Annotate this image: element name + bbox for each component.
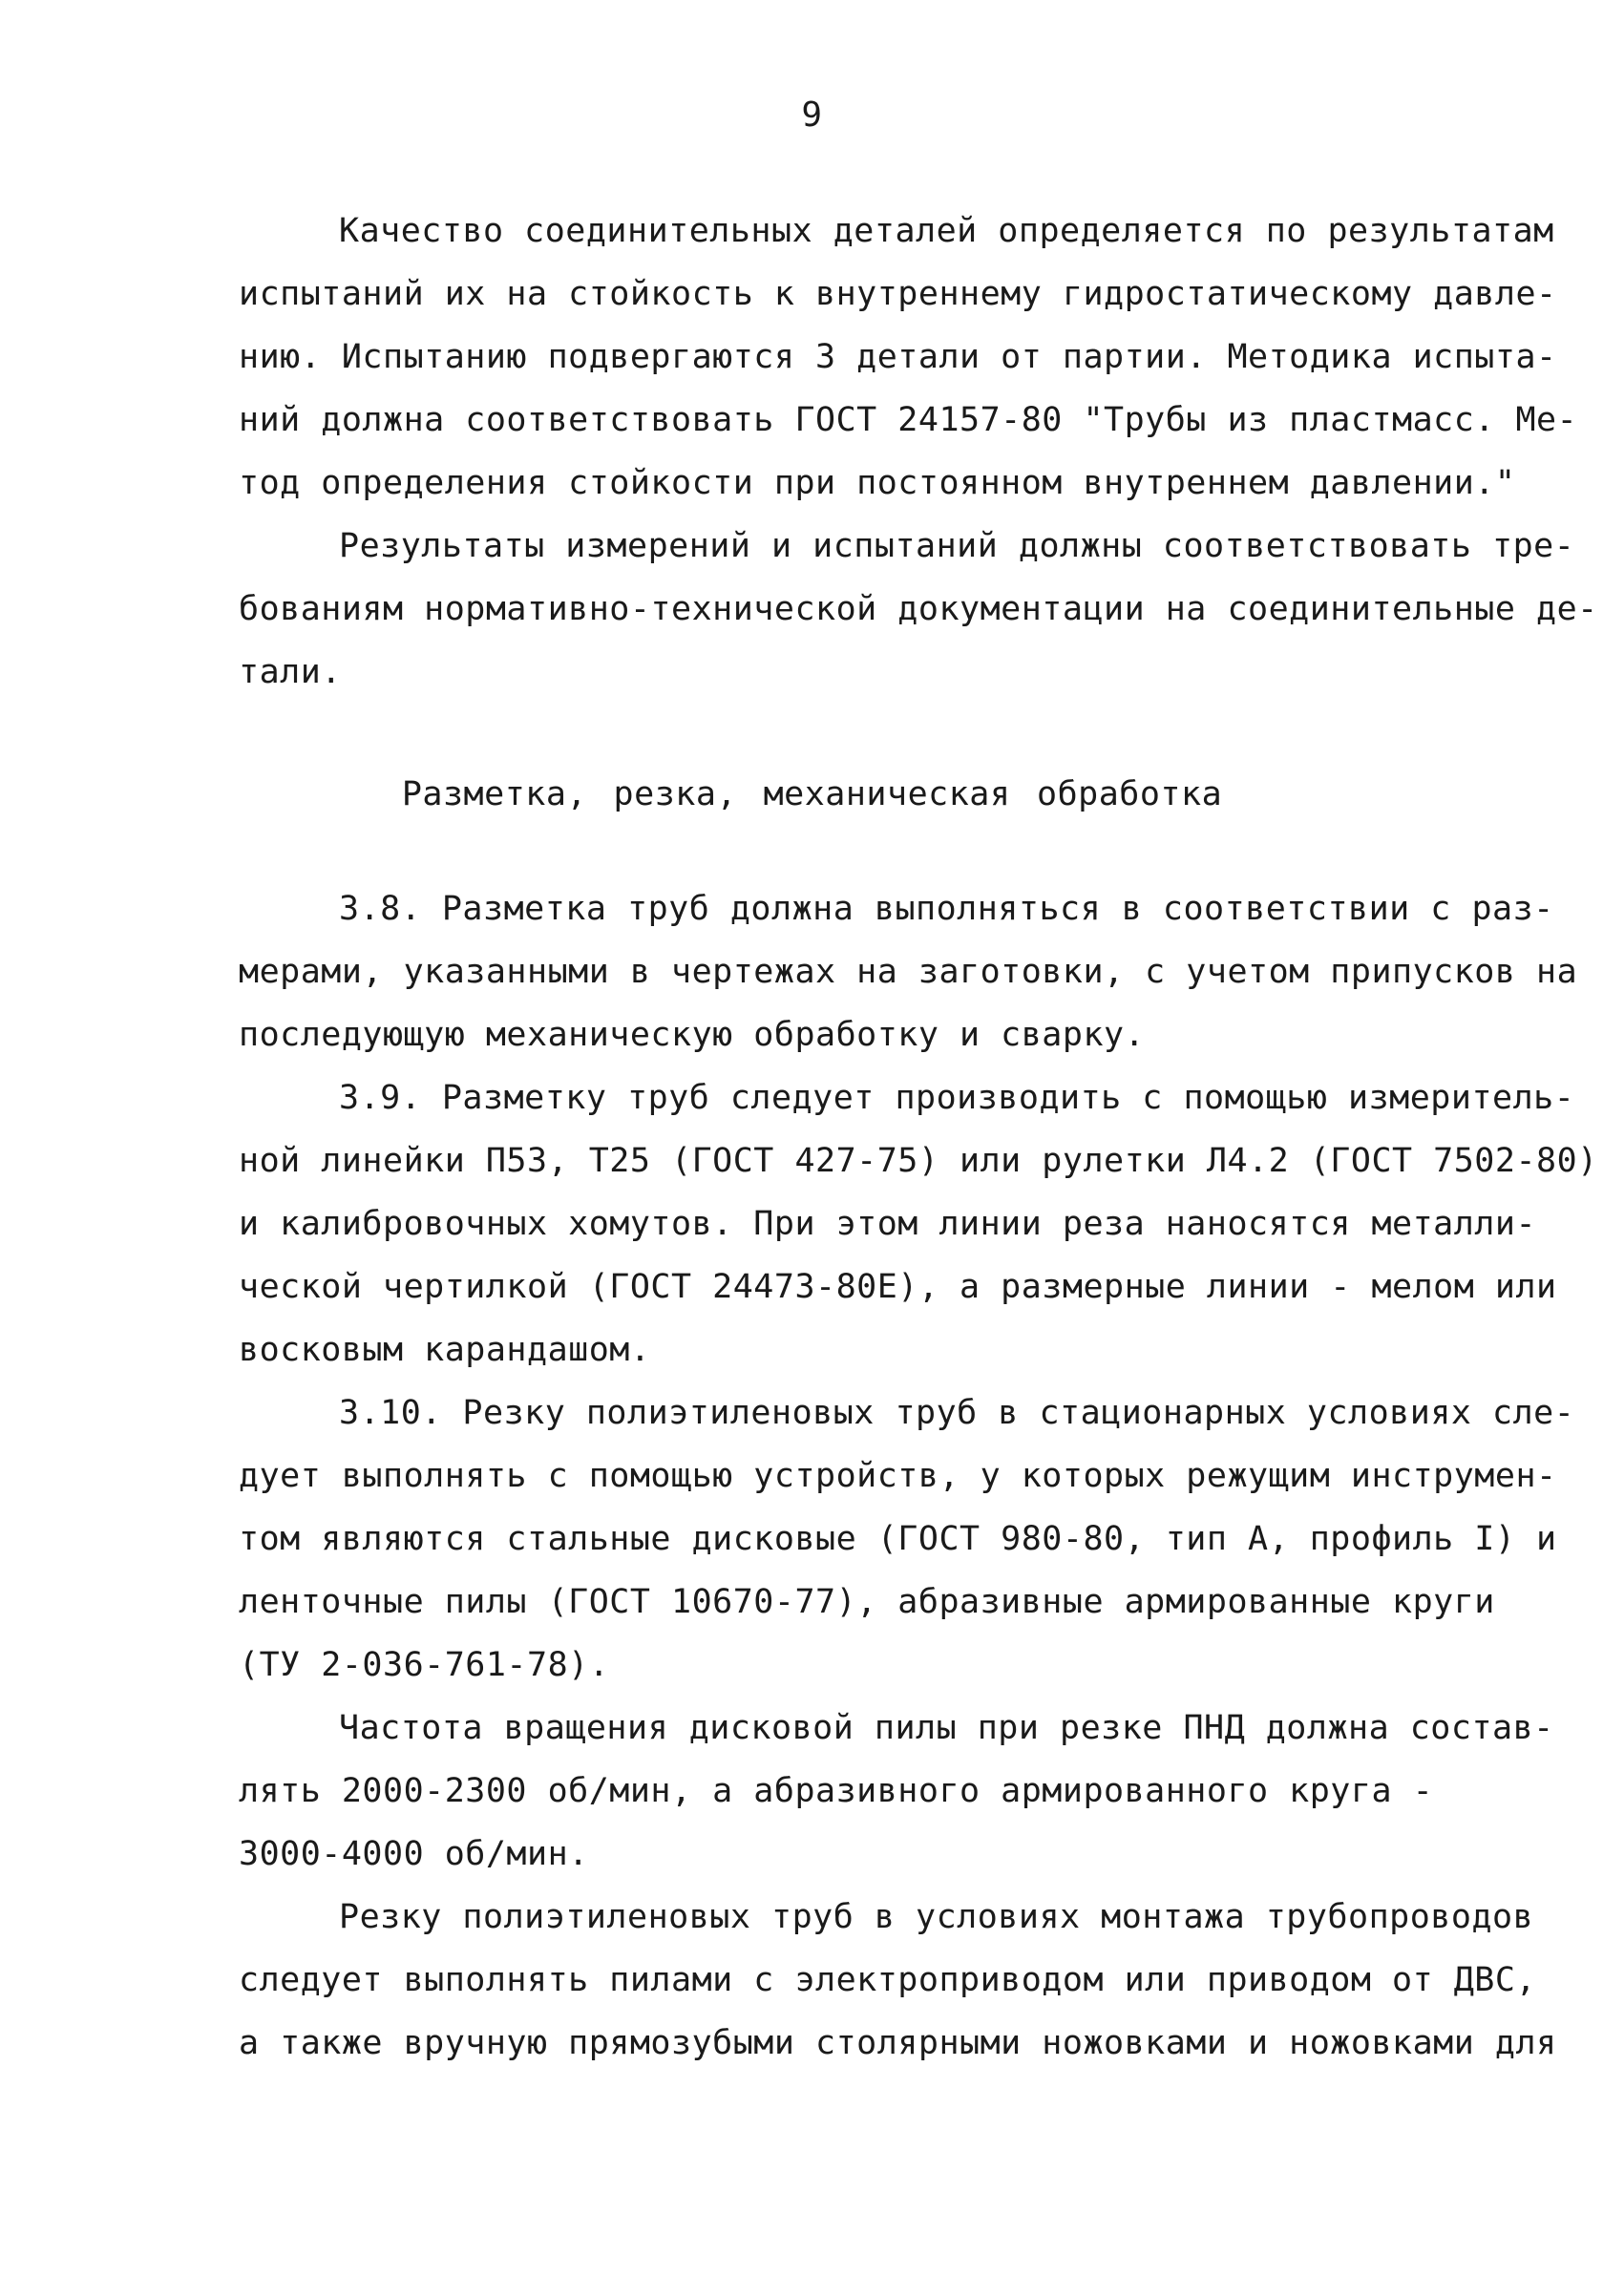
text-line: лять 2000-2300 об/мин, а абразивного армированного круга - xyxy=(239,1772,1434,1810)
text-line: (ТУ 2-036-761-78). xyxy=(239,1646,610,1684)
text-line: последующую механическую обработку и сварку. xyxy=(239,1016,1146,1054)
text-line: бованиям нормативно-технической документации на соединительные де- xyxy=(239,590,1598,628)
page-number: 9 xyxy=(801,95,823,135)
text-line: нию. Испытанию подвергаются 3 детали от партии. Методика испыта- xyxy=(239,338,1557,376)
section-heading: Разметка, резка, механическая обработка xyxy=(401,775,1223,813)
text-line: 3.9. Разметку труб следует производить с помощью измеритель- xyxy=(339,1079,1575,1117)
text-line: 3.8. Разметка труб должна выполняться в соответствии с раз- xyxy=(339,890,1554,928)
text-line: тод определения стойкости при постоянном внутреннем давлении." xyxy=(239,464,1516,502)
text-line: Результаты измерений и испытаний должны соответствовать тре- xyxy=(339,527,1575,565)
text-line: испытаний их на стойкость к внутреннему гидростатическому давле- xyxy=(239,275,1557,313)
text-line: мерами, указанными в чертежах на заготовки, с учетом припусков на xyxy=(239,953,1578,991)
text-line: ний должна соответствовать ГОСТ 24157-80 "Трубы из пластмасс. Ме- xyxy=(239,401,1578,439)
text-line: 3.10. Резку полиэтиленовых труб в стационарных условиях сле- xyxy=(339,1394,1575,1432)
text-line: восковым карандашом. xyxy=(239,1331,651,1369)
text-line: следует выполнять пилами с электроприводом или приводом от ДВС, xyxy=(239,1961,1537,1999)
text-line: дует выполнять с помощью устройств, у которых режущим инструмен- xyxy=(239,1457,1557,1495)
text-line: и калибровочных хомутов. При этом линии реза наносятся металли- xyxy=(239,1205,1537,1243)
text-line: а также вручную прямозубыми столярными ножовками и ножовками для xyxy=(239,2024,1557,2062)
text-line: тали. xyxy=(239,653,342,691)
text-line: ной линейки П53, Т25 (ГОСТ 427-75) или рулетки Л4.2 (ГОСТ 7502-80) xyxy=(239,1142,1598,1180)
text-line: ческой чертилкой (ГОСТ 24473-80Е), а размерные линии - мелом или xyxy=(239,1268,1557,1306)
text-line: ленточные пилы (ГОСТ 10670-77), абразивные армированные круги xyxy=(239,1583,1495,1621)
text-line: том являются стальные дисковые (ГОСТ 980-80, тип А, профиль I) и xyxy=(239,1520,1557,1558)
text-line: Качество соединительных деталей определяется по результатам xyxy=(339,212,1554,250)
text-line: 3000-4000 об/мин. xyxy=(239,1835,589,1873)
text-line: Частота вращения дисковой пилы при резке ПНД должна состав- xyxy=(339,1709,1554,1747)
text-line: Резку полиэтиленовых труб в условиях монтажа трубопроводов xyxy=(339,1898,1534,1936)
